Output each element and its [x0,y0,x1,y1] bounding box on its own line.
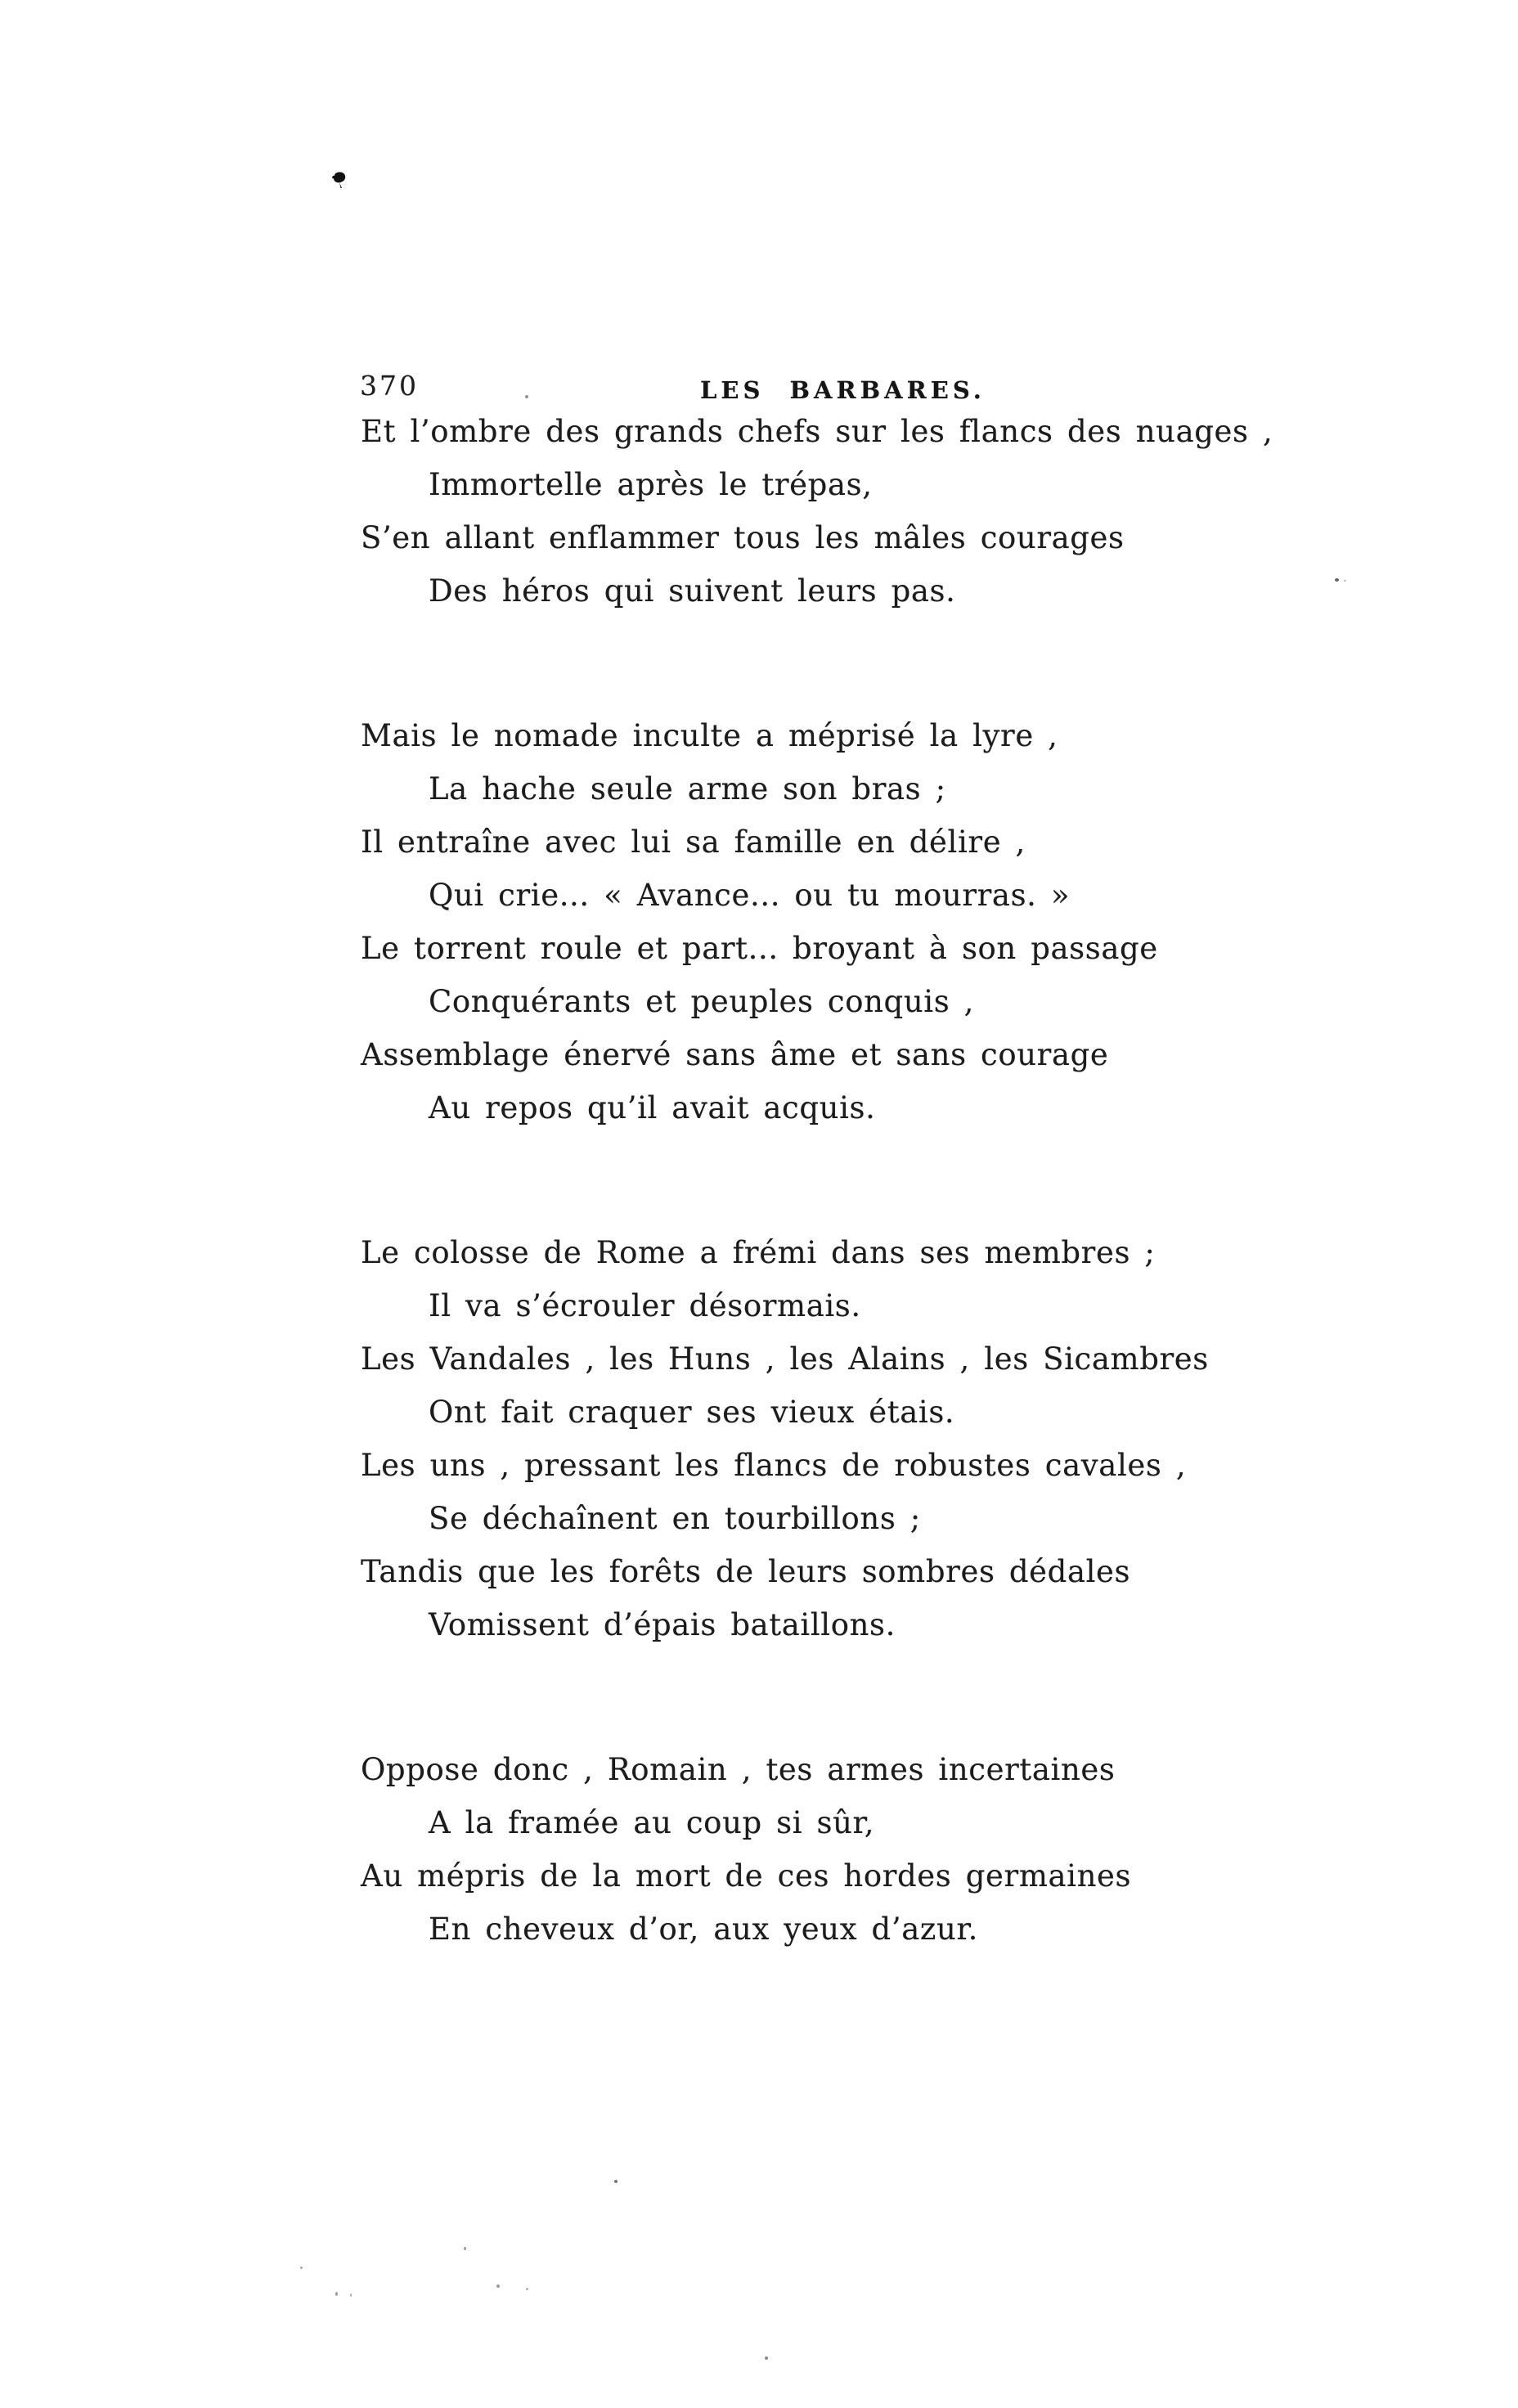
poem-line: Au repos qu’il avait acquis. [429,1090,876,1125]
scan-speck [496,2284,500,2288]
poem-line: Les uns , pressant les flancs de robustes cavales , [361,1448,1187,1483]
poem-line: Les Vandales , les Huns , les Alains , les Sicambres [361,1341,1209,1377]
poem-line: Le colosse de Rome a frémi dans ses membres ; [361,1235,1156,1270]
scan-speck [526,2288,528,2290]
poem-line: En cheveux d’or, aux yeux d’azur. [429,1912,978,1947]
poem-line: Il va s’écrouler désormais. [429,1288,861,1323]
poem-line: A la framée au coup si sûr, [429,1805,875,1840]
scan-speck [614,2180,618,2183]
poem-line: Au mépris de la mort de ces hordes germaines [361,1858,1132,1894]
poem-line: Il entraîne avec lui sa famille en délire , [361,824,1026,860]
poem-line: Ont fait craquer ses vieux étais. [429,1395,955,1430]
stanza-4 [361,1743,1203,1956]
scan-speck [525,395,528,398]
poem-line: Immortelle après le trépas, [429,467,873,502]
poem-line: Le torrent roule et part... broyant à son passage [361,931,1158,966]
poem-line: Des héros qui suivent leurs pas. [429,573,956,609]
poem-line: Et l’ombre des grands chefs sur les flancs des nuages , [361,414,1273,449]
scan-speck [300,2266,303,2269]
stanza-3 [361,1226,1209,1651]
page-number: 370 [360,370,419,402]
stanza-2 [361,709,1203,1134]
scan-speck [350,2293,352,2297]
poem-line: Tandis que les forêts de leurs sombres dédales [361,1554,1131,1589]
poem-line: La hache seule arme son bras ; [429,771,946,806]
stanza-1 [361,405,1273,618]
poem-line: Vomissent d’épais bataillons. [429,1607,896,1642]
poem-line: Conquérants et peuples conquis , [429,984,975,1019]
running-title: LES BARBARES. [700,376,986,404]
ink-blot-mark [327,168,352,193]
poem-line: Se déchaînent en tourbillons ; [429,1501,921,1536]
poem-text [361,405,1273,1956]
scan-speck [1344,580,1346,582]
poem-line: Qui crie... « Avance... ou tu mourras. » [429,878,1071,913]
poem-line: Oppose donc , Romain , tes armes incertaines [361,1752,1116,1787]
poem-line: Mais le nomade inculte a méprisé la lyre , [361,718,1058,753]
scan-speck [765,2356,768,2360]
scan-speck [1335,578,1339,582]
poem-line: S’en allant enflammer tous les mâles courages [361,520,1125,555]
poem-line: Assemblage énervé sans âme et sans courage [361,1037,1109,1072]
scan-speck [464,2247,466,2250]
scan-speck [335,2292,338,2296]
